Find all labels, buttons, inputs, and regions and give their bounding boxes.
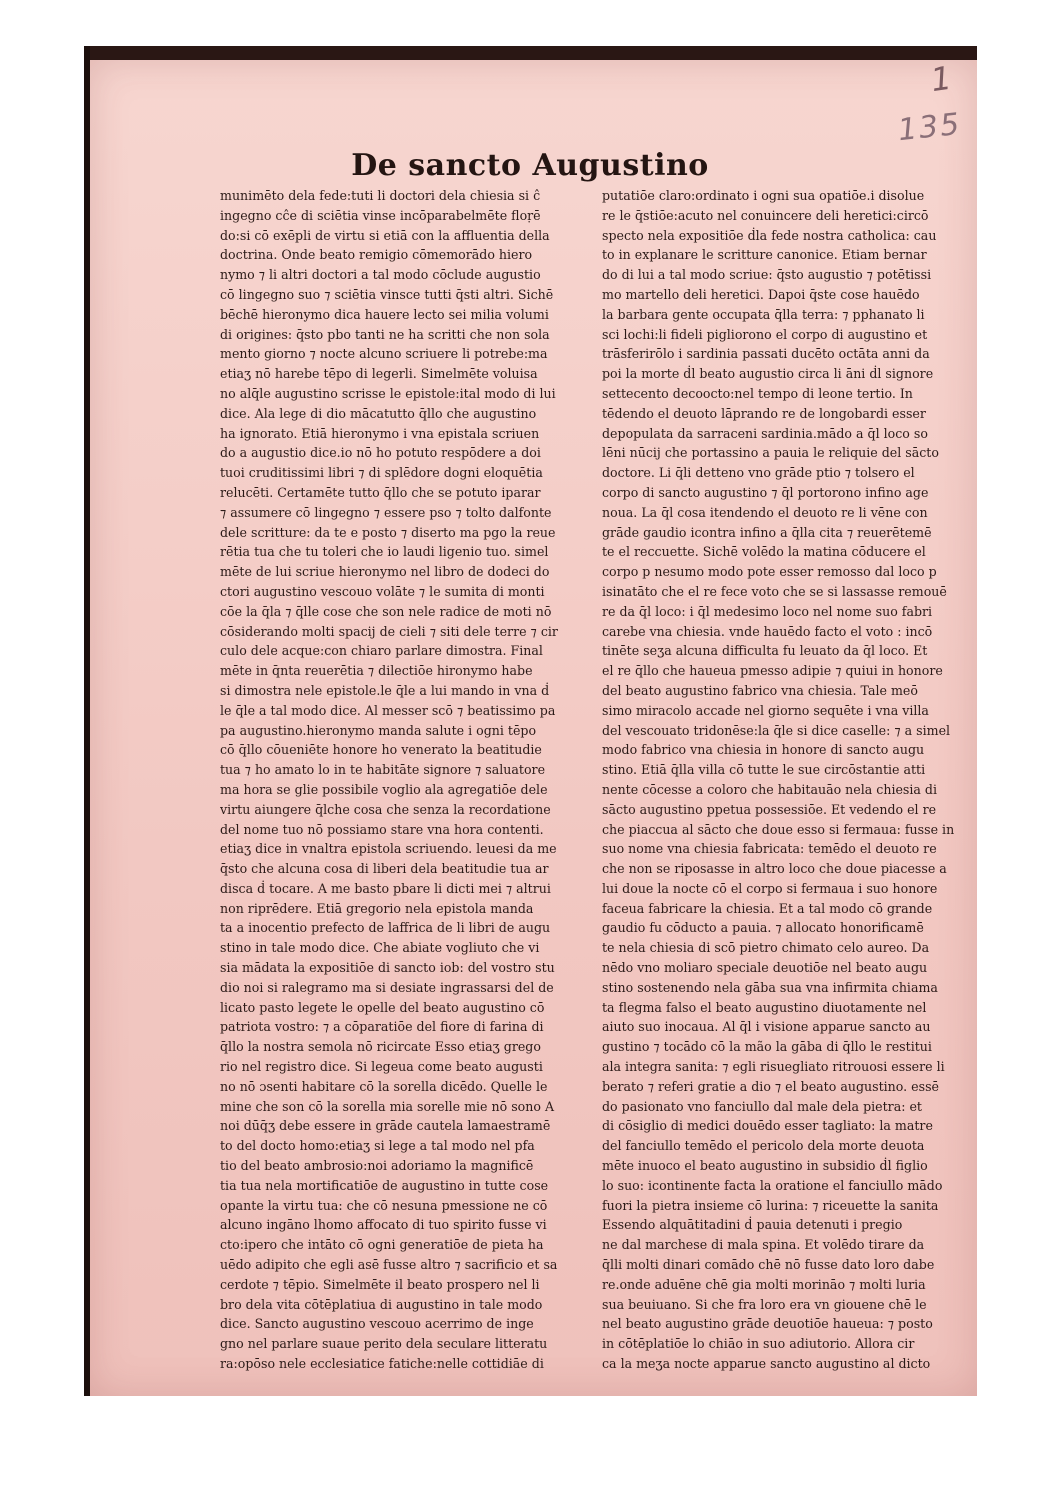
- text-line: tinēte seʒa alcuna difficulta fu leuato da q̄l loco. Et: [602, 643, 928, 659]
- text-line: stino sostenendo nela gāba sua vna infirmita chiama: [602, 979, 938, 995]
- text-line: specto nela expositiōe ḋla fede nostra catholica: cau: [602, 227, 937, 243]
- text-line: depopulata da sarraceni sardinia.mādo a q̄l loco so: [602, 425, 928, 441]
- scanned-page-photo: [84, 46, 977, 1396]
- text-line: noi dūq̄ʒ debe essere in grāde cautela lamaestramē: [220, 1118, 551, 1134]
- text-line: tio del beato ambrosio:noi adoriamo la magnificē: [220, 1158, 534, 1174]
- text-line: cō lingegno suo ⁊ sciētia vinsce tutti q̄sti altri. Sichē: [220, 286, 554, 302]
- text-line: stino in tale modo dice. Che abiate vogliuto che vi: [220, 940, 540, 956]
- text-line: in cōtēplatiōe lo chiāo in suo adiutorio. Allora cir: [602, 1336, 915, 1352]
- text-line: lui doue la nocte cō el corpo si fermaua i suo honore: [602, 880, 938, 896]
- text-line: re da q̄l loco: i q̄l medesimo loco nel nome suo fabri: [602, 603, 933, 619]
- text-line: doctore. Li q̄li detteno vno grāde ptio ⁊ tolsero el: [602, 465, 915, 481]
- text-line: corpo p nesumo modo pote esser remosso dal loco p: [602, 564, 937, 580]
- text-line: dice. Sancto augustino vescouo acerrimo de inge: [220, 1316, 534, 1332]
- text-line: grāde gaudio icontra infino a q̄lla cita ⁊ reuerētemē: [602, 524, 932, 540]
- text-line: dice. Ala lege di dio mācatutto q̄llo che augustino: [220, 405, 537, 421]
- text-line: ma hora se glie possibile voglio ala agregatiōe dele: [220, 781, 548, 797]
- right-text-column: [602, 186, 960, 1374]
- text-line: sci lochi:li fideli pigliorono el corpo di augustino et: [602, 326, 928, 342]
- text-line: alcuno ingāno lhomo affocato di tuo spirito fusse vi: [220, 1217, 547, 1233]
- text-line: q̄llo la nostra semola nō ricircate Esso etiaʒ grego: [220, 1039, 541, 1055]
- text-line: no nō ɔsenti habitare cō la sorella dicēdo. Quelle le: [220, 1078, 548, 1094]
- text-line: simo miracolo accade nel giorno sequēte i vna villa: [602, 702, 929, 718]
- text-line: el re q̄llo che haueua pmesso adipie ⁊ quiui in honore: [602, 663, 943, 679]
- text-line: ta a inocentio prefecto de laffrica de li libri de augu: [220, 920, 551, 936]
- text-line: stino. Etiā q̄lla villa cō tutte le sue circōstantie atti: [602, 762, 926, 778]
- text-line: lēni nūcij che portassino a pauia le reliquie del sācto: [602, 445, 939, 461]
- text-line: rētia tua che tu toleri che io laudi ligenio tuo. simel: [220, 544, 549, 560]
- text-line: mēte in q̄nta reuerētia ⁊ dilectiōe hironymo habe: [220, 663, 533, 679]
- text-line: nēdo vno moliaro speciale deuotiōe nel beato augu: [602, 960, 928, 976]
- text-line: ala integra sanita: ⁊ egli risuegliato ritrouosi essere li: [602, 1059, 945, 1075]
- text-line: non riprēdere. Etiā gregorio nela epistola manda: [220, 900, 534, 916]
- text-line: munimēto dela fede:tuti li doctori dela chiesia si ĉ: [220, 188, 541, 203]
- text-line: cto:ipero che intāto cō ogni generatiōe de pieta ha: [220, 1237, 544, 1253]
- text-line: do:si cō exēpli de virtu si etiā con la affluentia della: [220, 227, 550, 243]
- text-line: settecento decoocto:nel tempo di leone tertio. In: [602, 385, 913, 401]
- text-line: isinatāto che el re fece voto che se si lassasse remouē: [602, 583, 947, 599]
- text-line: no alq̄le augustino scrisse le epistole:ital modo di lui: [220, 385, 556, 401]
- text-line: licato pasto legete le opelle del beato augustino cō: [220, 999, 545, 1015]
- text-line: gno nel parlare suaue perito dela seculare litteratu: [220, 1336, 548, 1352]
- text-line: disca ḋ tocare. A me basto pbare li dicti mei ⁊ altrui: [220, 880, 551, 896]
- text-line: patriota vostro: ⁊ a cōparatiōe del fiore di farina di: [220, 1019, 544, 1035]
- text-line: dio noi si ralegramo ma si desiate ingrassarsi del de: [220, 979, 554, 995]
- text-line: nymo ⁊ li altri doctori a tal modo cōclude augustio: [220, 267, 541, 283]
- text-line: re le q̄stiōe:acuto nel conuincere deli heretici:circō: [602, 207, 929, 223]
- text-line: uēdo adipito che egli asē fusse altro ⁊ sacrificio et sa: [220, 1257, 558, 1273]
- text-line: corpo di sancto augustino ⁊ q̄l portorono infino age: [602, 484, 929, 500]
- text-line: Essendo alquātitadini ḋ pauia detenuti i pregio: [602, 1217, 903, 1233]
- text-line: cōsiderando molti spacij de cieli ⁊ siti dele terre ⁊ cir: [220, 623, 558, 639]
- text-line: fuori la pietra insieme cō lurina: ⁊ riceuette la sanita: [602, 1197, 939, 1213]
- text-line: cerdote ⁊ tēpio. Simelmēte il beato prospero nel li: [220, 1276, 540, 1292]
- text-line: aiuto suo inocaua. Al q̄l i visione apparue sancto au: [602, 1019, 931, 1035]
- text-line: do pasionato vno fanciullo dal male dela pietra: et: [602, 1098, 922, 1114]
- text-line: virtu aiungere q̄lche cosa che senza la recordatione: [220, 801, 551, 817]
- text-line: etiaʒ dice in vnaltra epistola scriuendo. leuesi da me: [220, 841, 557, 857]
- text-line: del nome tuo nō possiamo stare vna hora contenti.: [220, 821, 544, 837]
- text-line: do a augustio dice.io nō ho potuto respōdere a doi: [220, 445, 541, 461]
- text-line: ctori augustino vescouo volāte ⁊ le sumita di monti: [220, 583, 545, 599]
- text-line: carebe vna chiesia. vnde hauēdo facto el voto : incō: [602, 623, 933, 639]
- text-line: tia tua nela mortificatiōe de augustino in tutte cose: [220, 1177, 549, 1193]
- text-line: putatiōe claro:ordinato i ogni sua opatiōe.i disolue: [602, 188, 925, 203]
- text-line: suo nome vna chiesia fabricata: temēdo el deuoto re: [602, 841, 937, 857]
- text-line: te el reccuette. Sichē volēdo la matina cōducere el: [602, 544, 926, 560]
- text-line: etiaʒ nō harebe tēpo di legerli. Simelmēte voluisa: [220, 366, 538, 382]
- text-line: noua. La q̄l cosa itendendo el deuoto re li vēne con: [602, 504, 928, 520]
- text-line: bro dela vita cōtēplatiua di augustino in tale modo: [220, 1296, 543, 1312]
- text-line: ingegno cĉe di sciētia vinse incōparabelmēte floṛē: [220, 207, 541, 223]
- text-line: mēte de lui scriue hieronymo nel libro de dodeci do: [220, 564, 550, 580]
- text-line: gaudio fu cōducto a pauia. ⁊ allocato honorificamē: [602, 920, 924, 936]
- text-line: do di lui a tal modo scriue: q̄sto augustio ⁊ potētissi: [602, 267, 932, 283]
- text-line: ca la meʒa nocte apparue sancto augustino al dicto: [602, 1356, 931, 1372]
- text-line: si dimostra nele epistole.le q̄le a lui mando in vna ḋ: [220, 682, 550, 698]
- text-line: ne dal marchese di mala spina. Et volēdo tirare da: [602, 1237, 925, 1253]
- corner-page-number: 1: [928, 58, 954, 100]
- folio-number: 135: [896, 106, 963, 149]
- text-line: faceua fabricare la chiesia. Et a tal modo cō grande: [602, 900, 933, 916]
- text-line: ha ignorato. Etiā hieronymo i vna epistala scriuen: [220, 425, 540, 441]
- text-line: nel beato augustino grāde deuotiōe haueua: ⁊ posto: [602, 1316, 933, 1332]
- text-line: bēchē hieronymo dica hauere lecto sei milia volumi: [220, 306, 549, 322]
- left-text-column: [220, 186, 578, 1374]
- text-line: del fanciullo temēdo el pericolo dela morte deuota: [602, 1138, 925, 1154]
- text-line: doctrina. Onde beato remigio cōmemorādo hiero: [220, 247, 533, 263]
- text-line: gustino ⁊ tocādo cō la mão la gāba di q̄llo le restitui: [602, 1039, 932, 1055]
- text-line: to in explanare le scritture canonice. Etiam bernar: [602, 247, 927, 263]
- text-line: tēdendo el deuoto lāprando re de longobardi esser: [602, 405, 926, 421]
- text-line: q̄lli molti dinari comādo chē nō fusse dato loro dabe: [602, 1257, 935, 1273]
- text-line: mo martello deli heretici. Dapoi q̄ste cose hauēdo: [602, 286, 920, 302]
- text-line: tua ⁊ ho amato lo in te habitāte signore ⁊ saluatore: [220, 762, 546, 778]
- book-leaf: [90, 60, 977, 1396]
- text-line: q̄sto che alcuna cosa di liberi dela beatitudie tua ar: [220, 861, 549, 877]
- text-line: mento giorno ⁊ nocte alcuno scriuere li potrebe:ma: [220, 346, 548, 362]
- text-line: mine che son cō la sorella mia sorelle mie nō sono A: [220, 1098, 555, 1114]
- text-line: sācto augustino ppetua possessiōe. Et vedendo el re: [602, 801, 937, 817]
- text-line: mēte inuoco el beato augustino in subsidio ḋl figlio: [602, 1158, 928, 1174]
- text-line: ⁊ assumere cō lingegno ⁊ essere pso ⁊ tolto dalfonte: [220, 504, 552, 520]
- text-line: nente cōcesse a coloro che habitauāo nela chiesia di: [602, 781, 938, 797]
- text-line: che non se riposasse in altro loco che doue piacesse a: [602, 861, 947, 877]
- text-line: rio nel registro dice. Si legeua come beato augusti: [220, 1059, 543, 1075]
- text-line: tuoi cruditissimi libri ⁊ di splēdore dogni eloquētia: [220, 465, 543, 481]
- text-line: sua beuiuano. Si che fra loro era vn giouene chē le: [602, 1296, 927, 1312]
- text-line: che piaccua al sācto che doue esso si fermaua: fusse in: [602, 821, 955, 837]
- page-heading: De sancto Augustino: [351, 148, 709, 183]
- text-line: berato ⁊ referi gratie a dio ⁊ el beato augustino. essē: [602, 1078, 939, 1094]
- text-line: te nela chiesia di scō pietro chimato celo aureo. Da: [602, 940, 930, 956]
- text-line: culo dele acque:con chiaro parlare dimostra. Final: [220, 643, 543, 659]
- text-line: re.onde aduēne chē gia molti morināo ⁊ molti luria: [602, 1276, 926, 1292]
- text-line: ra:opōso nele ecclesiatice fatiche:nelle cottidiāe di: [220, 1356, 544, 1372]
- text-line: pa augustino.hieronymo manda salute i ogni tēpo: [220, 722, 537, 738]
- text-line: cō q̄llo cōueniēte honore ho venerato la beatitudie: [220, 742, 542, 758]
- text-line: del vescouato tridonēse:la q̄le si dice caselle: ⁊ a simel: [602, 722, 951, 738]
- text-line: lo suo: icontinente facta la oratione el fanciullo mādo: [602, 1177, 943, 1193]
- text-line: modo fabrico vna chiesia in honore di sancto augu: [602, 742, 925, 758]
- text-line: del beato augustino fabrico vna chiesia. Tale meō: [602, 682, 918, 698]
- text-line: le q̄le a tal modo dice. Al messer scō ⁊ beatissimo pa: [220, 702, 556, 718]
- text-line: la barbara gente occupata q̄lla terra: ⁊ pphanato li: [602, 306, 925, 322]
- text-line: di origines: q̄sto pbo tanti ne ha scritti che non sola: [220, 326, 550, 342]
- text-line: sia mādata la expositiōe di sancto iob: del vostro stu: [220, 960, 555, 976]
- text-line: relucēti. Certamēte tutto q̄llo che se potuto iparar: [220, 484, 541, 500]
- text-line: di cōsiglio di medici douēdo esser tagliato: la matre: [602, 1118, 933, 1134]
- text-line: ta flegma falso el beato augustino diuotamente nel: [602, 999, 927, 1015]
- text-line: dele scritture: da te e posto ⁊ diserto ma pgo la reue: [220, 524, 556, 540]
- text-line: to del docto homo:etiaʒ si lege a tal modo nel pfa: [220, 1138, 535, 1154]
- text-line: cōe la q̄la ⁊ q̄lle cose che son nele radice de moti nō: [220, 603, 552, 619]
- text-line: trāsferirōlo i sardinia passati ducēto octāta anni da: [602, 346, 930, 362]
- text-line: poi la morte ḋl beato augustio circa li āni ḋl signore: [602, 366, 934, 382]
- text-line: opante la virtu tua: che cō nesuna pmessione ne cō: [220, 1197, 548, 1213]
